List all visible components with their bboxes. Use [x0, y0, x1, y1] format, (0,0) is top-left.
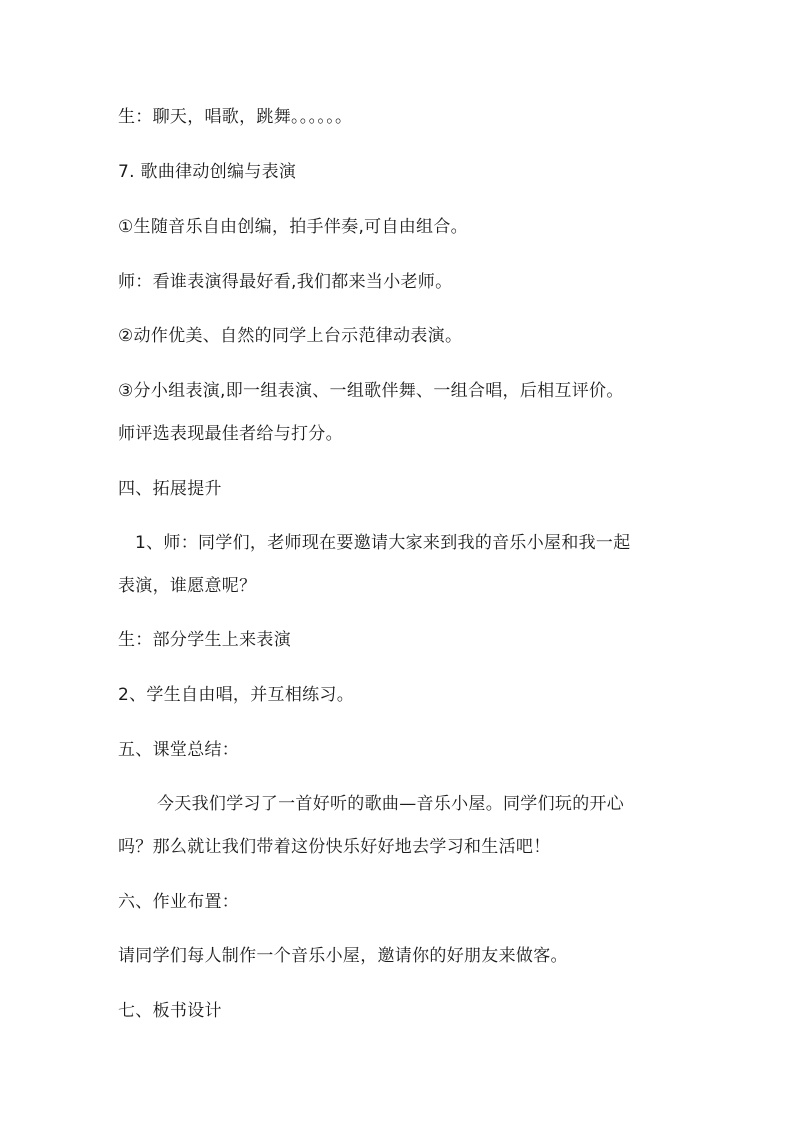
text-line: 表演，谁愿意呢？ — [118, 576, 257, 596]
section-heading: 四、拓展提升 — [118, 479, 222, 499]
text-line: 生：部分学生上来表演 — [118, 630, 291, 650]
text-line: ①生随音乐自由创编，拍手伴奏,可自由组合。 — [118, 217, 468, 237]
text-line: 今天我们学习了一首好听的歌曲—音乐小屋。同学们玩的开心 — [157, 794, 625, 814]
section-heading: 六、作业布置： — [118, 892, 240, 912]
text-line: 1、师：同学们，老师现在要邀请大家来到我的音乐小屋和我一起 — [135, 533, 631, 553]
section-heading: 七、板书设计 — [118, 1001, 222, 1021]
text-line: 2、学生自由唱，并互相练习。 — [118, 685, 355, 705]
text-line: 生：聊天，唱歌，跳舞。。。。。。 — [118, 107, 353, 127]
text-line: 师评选表现最佳者给与打分。 — [118, 424, 343, 444]
text-line: 师：看谁表演得最好看,我们都来当小老师。 — [118, 272, 453, 292]
text-line: 吗？那么就让我们带着这份快乐好好地去学习和生活吧！ — [118, 837, 551, 857]
section-heading: 五、课堂总结： — [118, 740, 240, 760]
text-line: 请同学们每人制作一个音乐小屋，邀请你的好朋友来做客。 — [118, 946, 568, 966]
section-heading: 7. 歌曲律动创编与表演 — [118, 162, 297, 182]
text-line: ②动作优美、自然的同学上台示范律动表演。 — [118, 326, 463, 346]
text-line: ③分小组表演,即一组表演、一组歌伴舞、一组合唱，后相互评价。 — [118, 381, 624, 401]
